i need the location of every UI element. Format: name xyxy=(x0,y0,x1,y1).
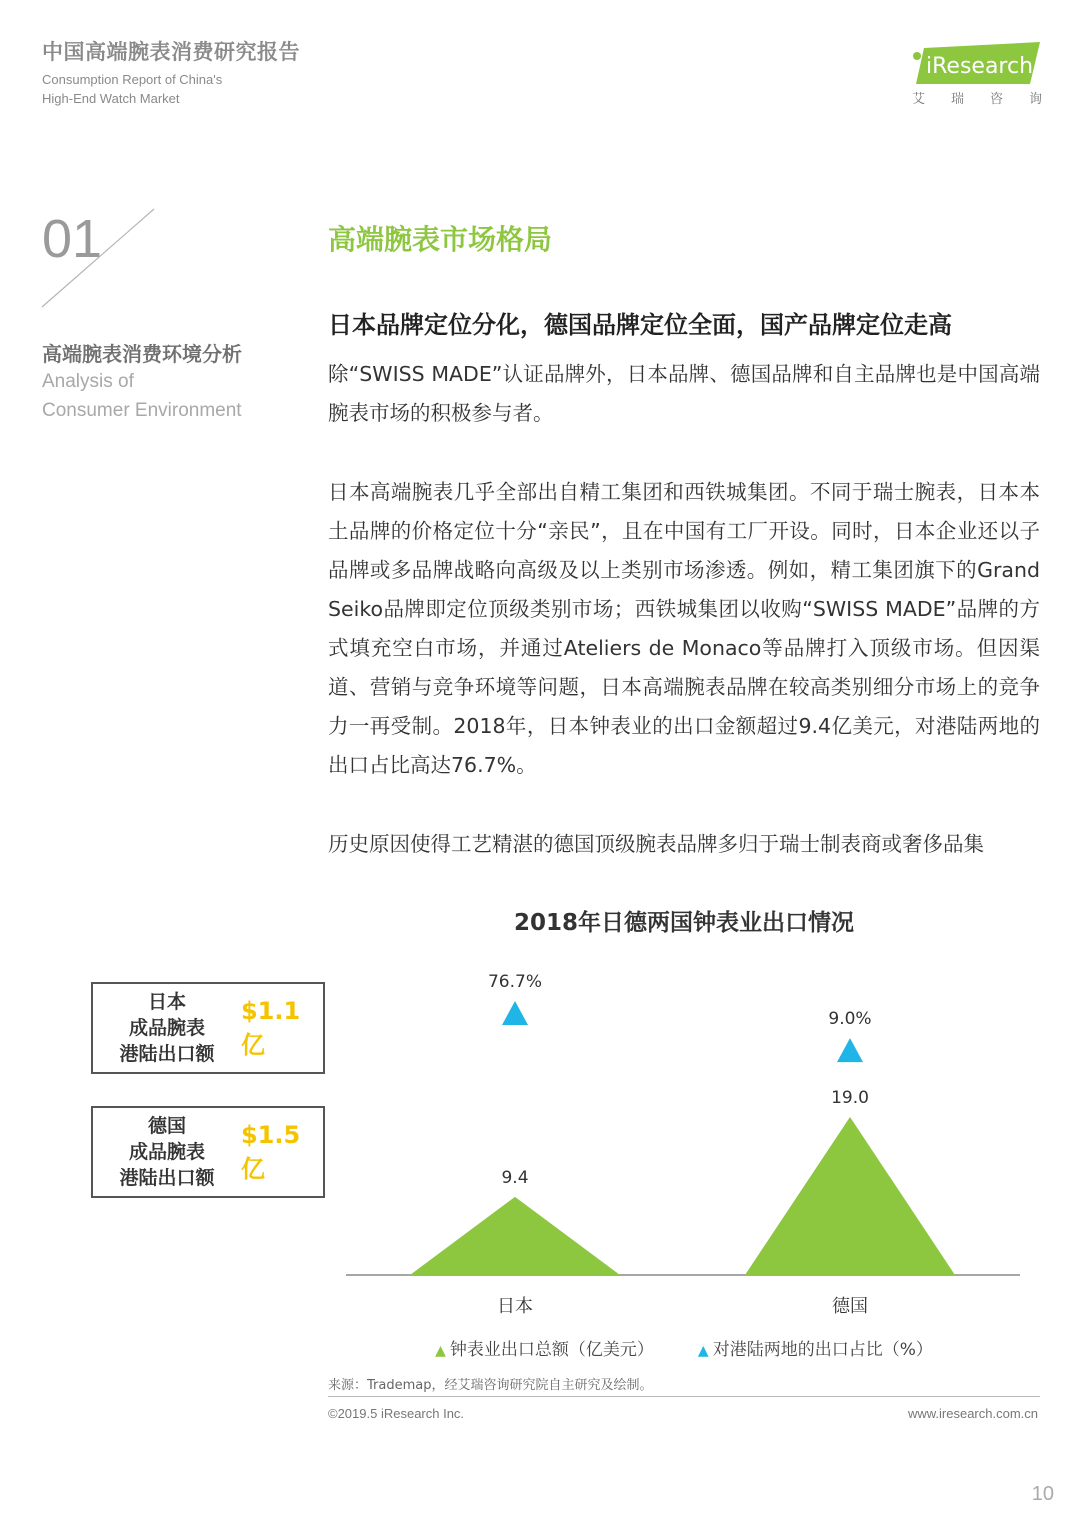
subheading: 日本品牌定位分化，德国品牌定位全面，国产品牌定位走高 xyxy=(328,311,952,339)
paragraph-germany: 历史原因使得工艺精湛的德国顶级腕表品牌多归于瑞士制表商或奢侈品集 xyxy=(328,832,984,856)
report-title: 中国高端腕表消费研究报告 xyxy=(42,40,300,64)
callout-line: 港陆出口额 xyxy=(119,1167,215,1189)
legend-triangle-icon: ▲ xyxy=(435,1343,446,1359)
callout-japan xyxy=(91,982,325,1074)
export-total-label: 19.0 xyxy=(831,1088,869,1108)
export-total-mark xyxy=(745,1117,955,1275)
source-note: 来源：Trademap，经艾瑞咨询研究院自主研究及绘制。 xyxy=(328,1378,653,1393)
footer-divider xyxy=(328,1396,1040,1397)
x-tick-label: 德国 xyxy=(832,1296,868,1317)
chart-legend xyxy=(328,1335,1040,1360)
website-url: www.iresearch.com.cn xyxy=(907,1406,1038,1421)
legend-label: 对港陆两地的出口占比（%） xyxy=(712,1340,933,1360)
paragraph-intro: 除“SWISS MADE”认证品牌外，日本品牌、德国品牌和自主品牌也是中国高端腕表市场的积极参与者。 xyxy=(328,362,1040,425)
callout-line: 成品腕表 xyxy=(128,1141,205,1163)
topic-heading: 高端腕表市场格局 xyxy=(328,223,553,256)
legend-label: 钟表业出口总额（亿美元） xyxy=(449,1340,654,1360)
export-total-label: 9.4 xyxy=(501,1167,529,1188)
callout-germany xyxy=(91,1106,325,1198)
logo-sub-char: 艾 xyxy=(912,92,926,107)
logo-dot xyxy=(913,52,921,60)
callout-line: 日本 xyxy=(147,991,186,1013)
callout-germany-label xyxy=(93,1113,241,1191)
callout-line: 成品腕表 xyxy=(128,1017,205,1039)
section-subtitle-line2: Consumer Environment xyxy=(42,400,242,421)
report-subtitle-line1: Consumption Report of China's xyxy=(42,72,223,87)
export-share-mark xyxy=(837,1038,863,1062)
callout-japan-value: $1.1亿 xyxy=(240,996,301,1059)
callout-japan-label xyxy=(93,989,241,1067)
section-subtitle-line1: Analysis of xyxy=(42,371,134,392)
logo-sub-char: 瑞 xyxy=(950,92,964,107)
copyright: ©2019.5 iResearch Inc. xyxy=(328,1406,465,1421)
legend-item-export-total xyxy=(435,1335,654,1360)
logo-sub-char: 咨 xyxy=(989,92,1003,107)
legend-item-export-share xyxy=(698,1335,933,1360)
logo-subtitle xyxy=(912,88,1042,107)
export-share-label: 76.7% xyxy=(487,972,543,992)
page-number: 10 xyxy=(1031,1483,1054,1505)
x-tick-label: 日本 xyxy=(497,1296,533,1317)
callout-germany-value: $1.5亿 xyxy=(240,1120,301,1183)
export-total-mark xyxy=(410,1197,620,1275)
report-subtitle-line2: High-End Watch Market xyxy=(42,91,180,106)
logo-sub-char: 询 xyxy=(1028,92,1042,107)
export-share-mark xyxy=(502,1001,528,1025)
callout-line: 德国 xyxy=(147,1115,186,1137)
paragraph-japan: 日本高端腕表几乎全部出自精工集团和西铁城集团。不同于瑞士腕表，日本本土品牌的价格定位十分“亲民”，且在中国有工厂开设。同时，日本企业还以子品牌或多品牌战略向高级及以上类别市场渗透。例如，精工集团旗下的Grand Seiko品牌即定位顶级类别市场；西铁城集团以收购“SWISS MADE”品牌的方式填充空白市场，并通过Ateliers de Monaco等品牌打入顶级市场。但因渠道、营销与竞争环境等问题，日本高端腕表品牌在较高类别细分市场上的竞争力一再受制。2018年，日本钟表业的出口金额超过9.4亿美元，对港陆两地的出口占比高达76.7%。 xyxy=(328,480,1040,777)
chart-title: 2018年日德两国钟表业出口情况 xyxy=(513,910,854,936)
logo-text: iResearch xyxy=(926,54,1034,79)
iresearch-logo xyxy=(912,40,1042,86)
section-divider-slash xyxy=(40,205,160,310)
legend-triangle-icon: ▲ xyxy=(697,1343,709,1359)
export-chart xyxy=(340,955,1030,1325)
section-number: 01 xyxy=(42,209,103,269)
export-share-label: 9.0% xyxy=(828,1009,872,1030)
callout-line: 港陆出口额 xyxy=(119,1043,215,1065)
section-title: 高端腕表消费环境分析 xyxy=(42,342,242,366)
